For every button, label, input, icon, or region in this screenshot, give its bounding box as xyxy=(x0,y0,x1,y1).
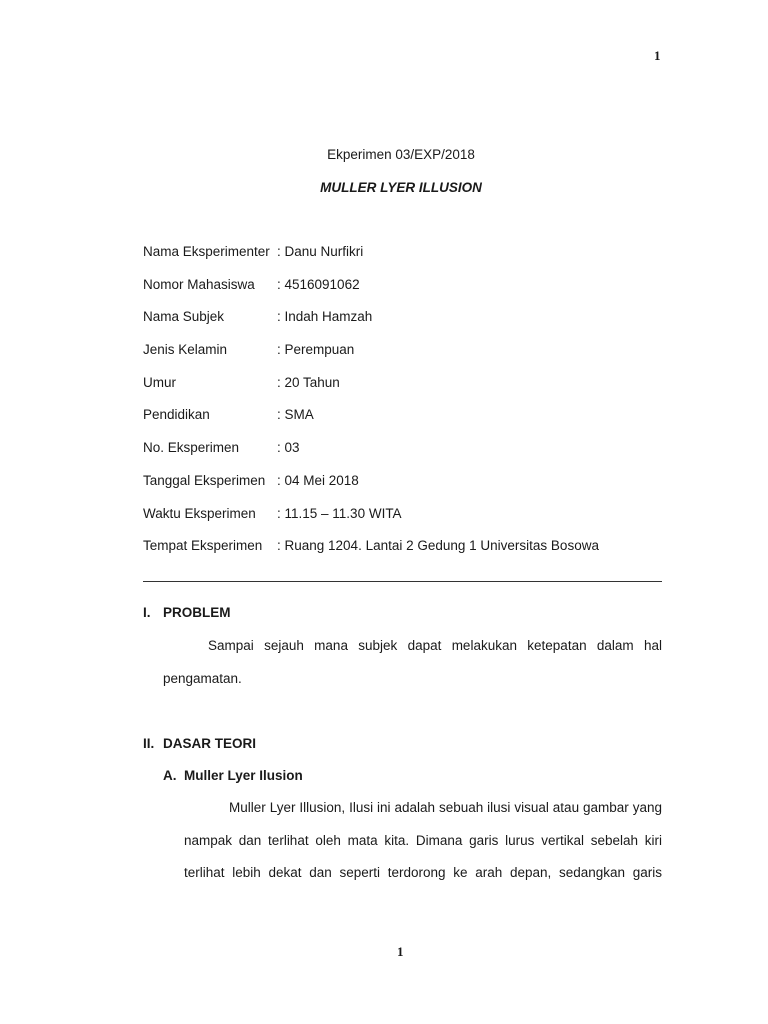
info-row xyxy=(143,538,599,571)
subsection-title: Muller Lyer Ilusion xyxy=(184,768,303,783)
section-number: I. xyxy=(143,605,151,620)
info-row xyxy=(143,244,599,277)
info-value: : Danu Nurfikri xyxy=(277,244,364,259)
info-value: : SMA xyxy=(277,407,314,423)
info-row xyxy=(143,473,599,506)
section-title: PROBLEM xyxy=(163,605,231,620)
info-value: : Indah Hamzah xyxy=(277,309,373,325)
section-heading-problem xyxy=(143,605,231,620)
info-label: Jenis Kelamin xyxy=(143,342,228,358)
page-number-bottom: 1 xyxy=(397,944,404,959)
section-heading-dasar-teori xyxy=(143,736,256,751)
info-label: No. Eksperimen xyxy=(143,440,240,456)
info-label: Waktu Eksperimen xyxy=(143,505,256,521)
subsection-heading xyxy=(163,768,303,783)
info-row xyxy=(143,277,599,310)
document-title: MULLER LYER ILLUSION xyxy=(320,180,482,195)
info-value: : 4516091062 xyxy=(277,276,360,292)
problem-paragraph: Sampai sejauh mana subjek dapat melakukan ketepatan dalam hal pengamatan. xyxy=(163,638,662,686)
info-label: Nomor Mahasiswa xyxy=(143,276,255,292)
section-title: DASAR TEORI xyxy=(163,736,257,751)
info-row xyxy=(143,342,599,375)
experiment-info xyxy=(143,244,599,571)
info-label: Tanggal Eksperimen xyxy=(143,472,266,488)
info-label: Nama Eksperimenter xyxy=(143,244,270,259)
info-value: : 11.15 – 11.30 WITA xyxy=(277,505,402,521)
page-number-top: 1 xyxy=(654,48,661,63)
section-divider xyxy=(143,581,662,582)
subsection-number: A. xyxy=(163,768,177,783)
info-value: : 04 Mei 2018 xyxy=(277,472,359,488)
info-row xyxy=(143,506,599,539)
info-row xyxy=(143,440,599,473)
info-label: Pendidikan xyxy=(143,407,210,423)
section-number: II. xyxy=(143,736,155,751)
info-label: Umur xyxy=(143,374,176,390)
info-label: Nama Subjek xyxy=(143,309,225,325)
info-value: : 03 xyxy=(277,440,300,456)
info-row xyxy=(143,375,599,408)
info-label: Tempat Eksperimen xyxy=(143,538,263,554)
experiment-code: Ekperimen 03/EXP/2018 xyxy=(327,147,475,162)
info-value: : Ruang 1204. Lantai 2 Gedung 1 Universitas Bosowa xyxy=(277,538,599,554)
info-row xyxy=(143,407,599,440)
dasar-teori-paragraph: Muller Lyer Illusion, Ilusi ini adalah sebuah ilusi visual atau gambar yang nampak dan terlihat oleh mata kita. Dimana garis lurus vertikal sebelah kiri terlihat lebih dekat dan seperti terdorong ke arah depan, sedangkan garis xyxy=(184,800,662,880)
info-value: : Perempuan xyxy=(277,342,355,358)
info-value: : 20 Tahun xyxy=(277,374,340,390)
info-row xyxy=(143,309,599,342)
